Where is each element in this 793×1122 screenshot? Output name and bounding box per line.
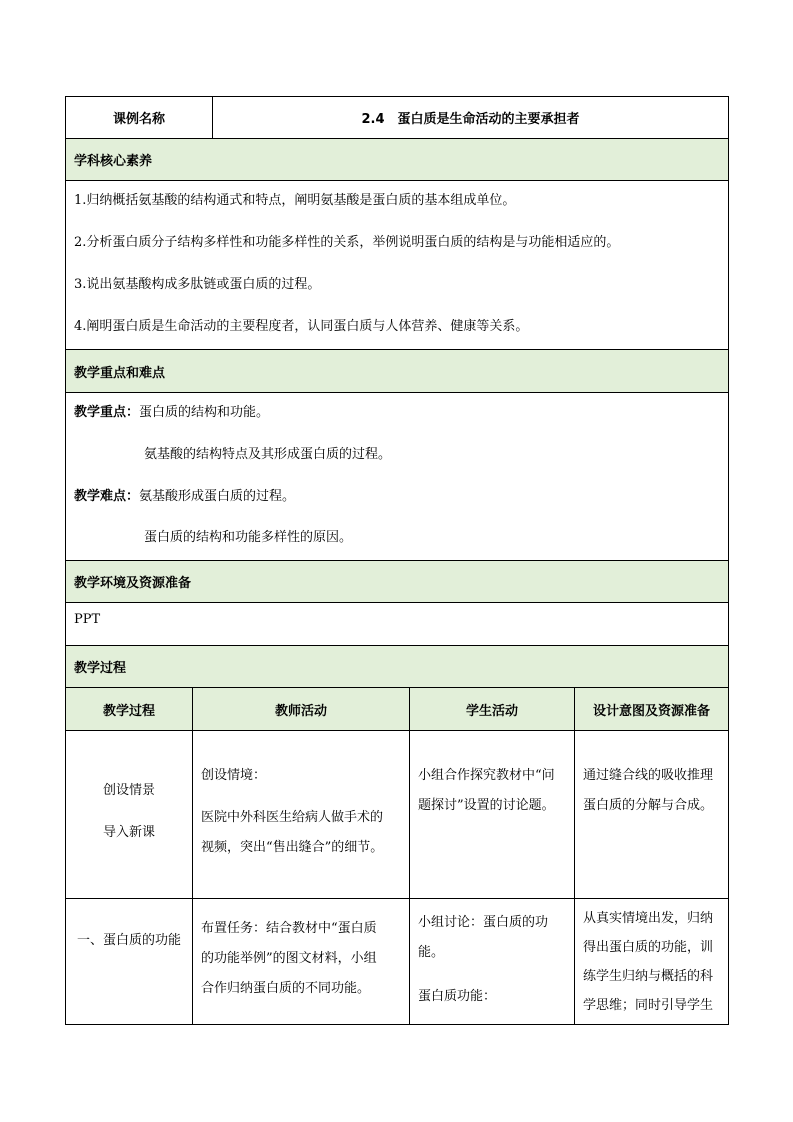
difficulty-label: 教学难点： [74, 489, 140, 504]
column-header [574, 688, 728, 730]
difficulty-line [74, 485, 295, 504]
difficulty-text-1: 氨基酸形成蛋白质的过程。 [139, 489, 296, 504]
intent-text: 练学生归纳与概括的科 [583, 969, 714, 984]
student-cell [409, 899, 574, 1024]
teacher-cell [192, 731, 409, 898]
focus-label: 教学重点： [74, 405, 140, 420]
teacher-text: 布置任务：结合教材中“蛋白质 [201, 921, 377, 936]
table-row [65, 899, 729, 1025]
intent-cell [574, 899, 728, 1024]
student-text: 小组讨论：蛋白质的功 [418, 915, 549, 930]
lesson-title: 2.4 蛋白质是生命活动的主要承担者 [361, 112, 580, 127]
process-heading-row [65, 646, 729, 688]
teacher-text: 的功能举例”的图文材料，小组 [201, 951, 377, 966]
student-text: 题探讨”设置的讨论题。 [418, 798, 555, 813]
student-text: 小组合作探究教材中“问 [418, 768, 555, 783]
process-heading: 教学过程 [74, 661, 127, 676]
intent-text: 从真实情境出发，归纳 [583, 911, 714, 926]
stage-cell [66, 731, 192, 898]
stage-cell [66, 899, 192, 1024]
core-literacy-item: 4.阐明蛋白质是生命活动的主要程度者，认同蛋白质与人体营养、健康等关系。 [74, 319, 529, 334]
column-header [409, 688, 574, 730]
intent-text: 通过缝合线的吸收推理 [583, 768, 714, 783]
column-header-student: 学生活动 [465, 703, 518, 719]
key-points-heading: 教学重点和难点 [74, 365, 166, 381]
stage-text: 创设情景 [102, 783, 155, 798]
core-literacy-content [65, 181, 729, 350]
environment-text: PPT [74, 612, 101, 627]
lesson-name-label-cell [66, 97, 212, 138]
column-header-intent: 设计意图及资源准备 [592, 703, 710, 719]
table-row [65, 731, 729, 899]
core-literacy-item: 2.分析蛋白质分子结构多样性和功能多样性的关系，举例说明蛋白质的结构是与功能相适应的。 [74, 235, 620, 250]
teacher-text: 视频，突出“售出缝合”的细节。 [201, 840, 384, 855]
intent-text: 学思维；同时引导学生 [583, 998, 714, 1013]
core-literacy-heading: 学科核心素养 [74, 154, 153, 169]
difficulty-text-2: 蛋白质的结构和功能多样性的原因。 [144, 530, 353, 545]
core-literacy-item: 3.说出氨基酸构成多肽链或蛋白质的过程。 [74, 277, 321, 292]
key-points-heading-row [65, 350, 729, 393]
teacher-text: 医院中外科医生给病人做手术的 [201, 810, 384, 825]
column-header-stage: 教学过程 [102, 703, 155, 719]
teacher-text: 创设情境： [201, 768, 267, 783]
column-header [66, 688, 192, 730]
intent-text: 蛋白质的分解与合成。 [583, 798, 714, 813]
process-header-row [65, 688, 729, 731]
stage-text: 导入新课 [102, 825, 155, 840]
focus-text-2: 氨基酸的结构特点及其形成蛋白质的过程。 [144, 447, 392, 462]
intent-text: 得出蛋白质的功能，训 [583, 940, 714, 955]
column-header [192, 688, 409, 730]
intent-cell [574, 731, 728, 898]
key-points-content [65, 393, 729, 561]
student-text: 能。 [418, 945, 445, 960]
lesson-name-row [65, 96, 729, 139]
focus-line [74, 401, 269, 420]
student-cell [409, 731, 574, 898]
stage-text: 一、蛋白质的功能 [76, 933, 181, 948]
teacher-text: 合作归纳蛋白质的不同功能。 [201, 981, 371, 996]
student-text: 蛋白质功能： [418, 989, 497, 1004]
environment-content [65, 603, 729, 646]
core-literacy-item: 1.归纳概括氨基酸的结构通式和特点，阐明氨基酸是蛋白质的基本组成单位。 [74, 193, 516, 208]
lesson-name-label: 课例名称 [112, 112, 165, 127]
core-literacy-heading-row [65, 139, 729, 181]
teacher-cell [192, 899, 409, 1024]
environment-heading-row [65, 561, 729, 603]
lesson-plan-table [65, 96, 729, 1025]
lesson-title-cell [212, 97, 728, 138]
focus-text-1: 蛋白质的结构和功能。 [139, 405, 270, 420]
column-header-teacher: 教师活动 [274, 703, 327, 719]
environment-heading: 教学环境及资源准备 [74, 576, 192, 591]
